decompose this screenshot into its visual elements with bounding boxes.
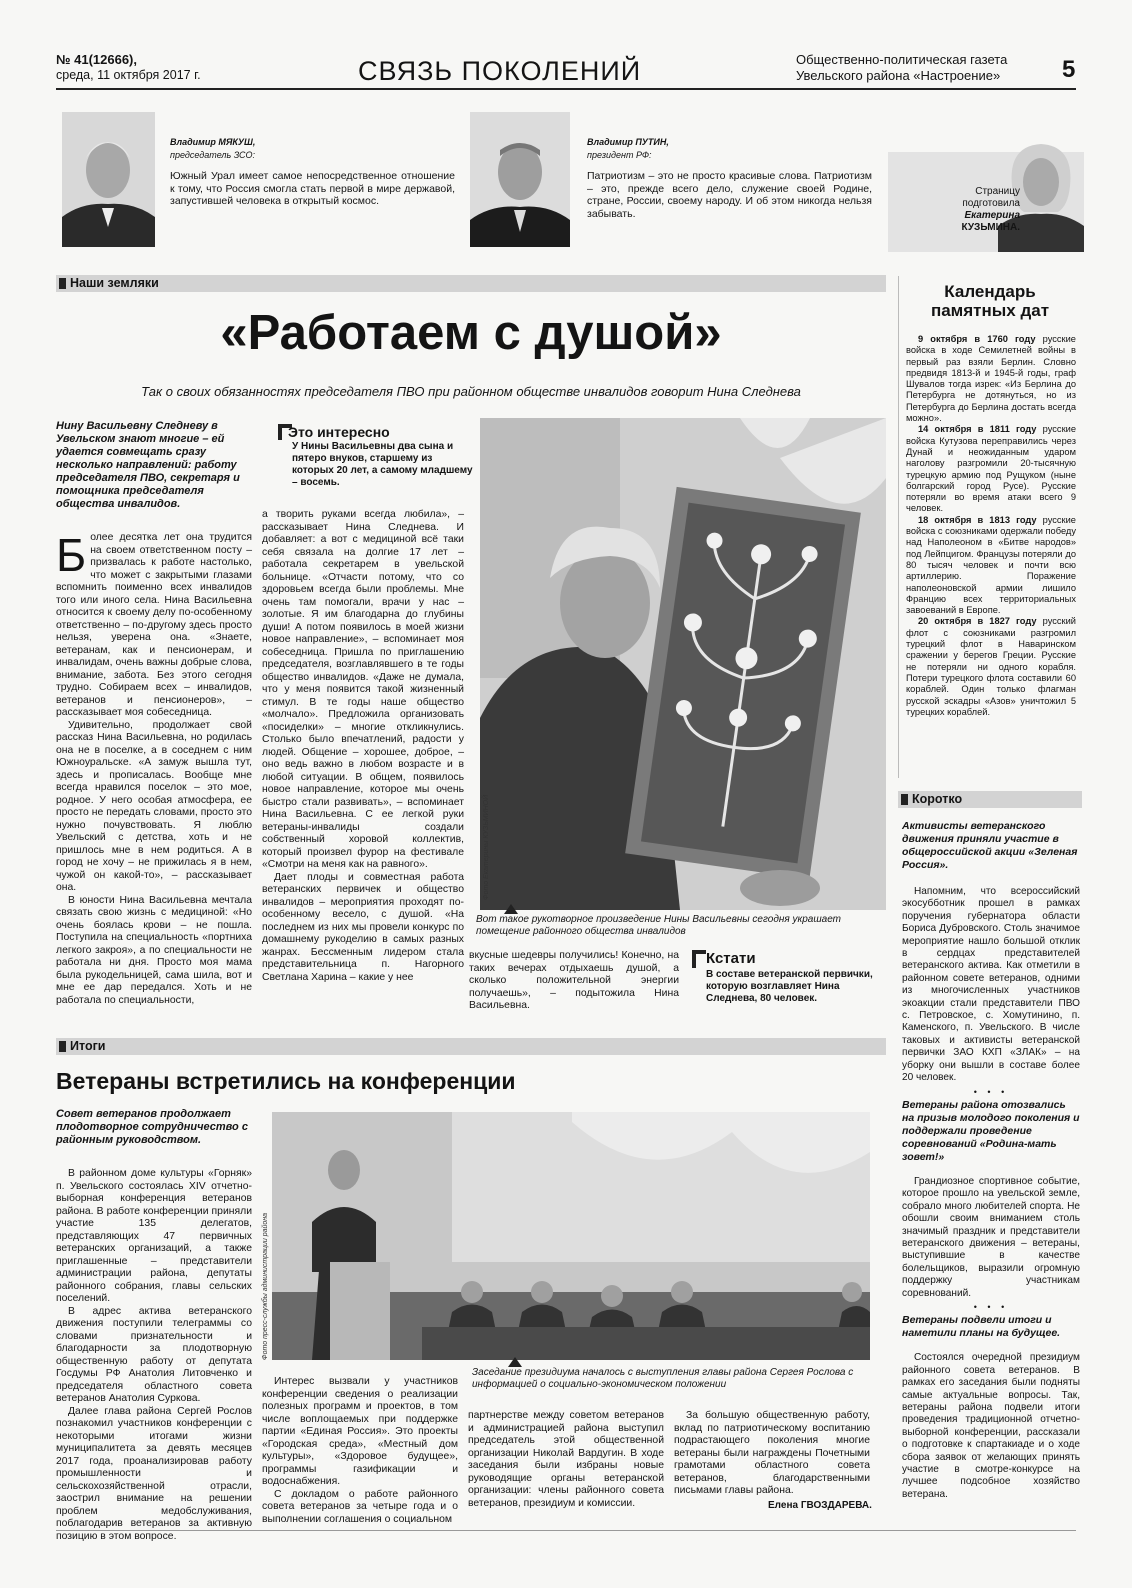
box-kstati-title: Кстати — [706, 950, 756, 967]
box-interesting — [266, 424, 476, 494]
article2-caption: Заседание президиума началось с выступления главы района Сергея Рослова с информацией о социально-экономическом положении — [472, 1367, 854, 1390]
article2-col2 — [262, 1376, 458, 1525]
issue-date: среда, 11 октября 2017 г. — [56, 68, 201, 82]
editor-line3: Екатерина — [964, 210, 1020, 221]
article1-col3-p1: вкусные шедевры получились! Конечно, на таких вечерах отдыхаешь душой, а сколько положительной энергии получаешь», – подытожила Нина Васильевна. — [469, 950, 679, 1011]
separator-dots: • • • — [973, 1301, 1009, 1312]
article1-col1-p1: олее десятка лет она трудится на своем ответственном посту – призвалась к работе настолько, что может с закрытыми глазами вспомнить поименно всех инвалидов того или иного села. Нина Васильевна относится к своему делу по-особенному ответственно – по-другому здесь просто нельзя, уверена она. «Знаете, ветеранам, как и пенсионерам, и инвалидам, очень важны добрые слова, внимание, забота. Без этого сегодня трудно. Собираем всех – инвалидов, ветеранов и пенсионеров», – рассказывает моя собеседница. — [56, 532, 252, 718]
separator-dots: • • • — [973, 1086, 1009, 1097]
article1-col2-p1: а творить руками всегда любила», – рассказывает Нина Следнева. И добавляет: а вот с медициной всё таки себя связала на долгие 17 лет – работала секретарем в увельской больнице. «Отчасти потому, что со здоровьем всегда были проблемы. Мне очень там помогали, врачи у нас – золотые. Я им благодарна до глубины души! А потом появилось в моей жизни новое направление», – вспоминает моя собеседница. Пришла по приглашению председателя, возглавлявшего в те годы общество инвалидов. «Даже не думала, что у меня появится такой жизненный стимул. В те годы наше общество «молчало». Предложила организовать «посиделки» – многие откликнулись. Столько было впечатлений, радости у людей. Общение – хорошее, доброе, – оно ведь важно в любом возрасте и в любой ситуации. В общем, появилось новое направление, которое мы очень быстро стали развивать», – вспоминает Нина Васильевна. С ее легкой руки ветераны-инвалиды создали собственный хоровой коллектив, который произвел фурор на фестивале «Смотри на меня как на равного». — [262, 509, 464, 870]
calendar-title — [898, 282, 1082, 320]
issue-number: № 41(12666), — [56, 52, 137, 67]
korotko-headline-3: Ветераны подвели итоги и наметили планы на будущее. — [902, 1314, 1061, 1340]
quote-putin-text: Патриотизм – это не просто красивые слова. Патриотизм – это, прежде всего дело, служение своей Родине, стране, России, своему народу. И об этом никогда нельзя забывать. — [587, 170, 872, 220]
article2-col3-p1: партнерстве между советом ветеранов и администрацией района выступил председатель этой общественной организации Николай Вардугин. В ходе заседания были избраны новые руководящие органы ветеранской организации: члены районного совета ветеранов, президиум и комиссии. — [468, 1410, 664, 1509]
korotko-text-1: Напомним, что всероссийский экосубботник прошел в рамках поручения губернатора области Бориса Дубровского. Столь значимое мероприятие нашло большой отклик в сердцах представителей ветеранского актива. Как отметили в районном совете ветеранов, одними из многочисленных участников экоакции стали представители ПВО с. Петровское, с. Хомутинино, п. Каменского, п. Увельского. В числе таковых и активисты ветеранской первички ЗАО КХП «ЗЛАК» – на уборку они вышли в составе более 20 человек. — [902, 886, 1080, 1084]
article2-signature: Елена ГВОЗДАРЕВА. — [768, 1500, 872, 1511]
korotko-headline-1: Активисты ветеранского движения приняли участие в общероссийской акции «Зеленая Россия». — [902, 820, 1078, 871]
caption-marker-1 — [504, 904, 518, 914]
box-kstati — [692, 950, 886, 1010]
article1-col2 — [262, 509, 464, 1014]
article1-subtitle: Так о своих обязанностях председателя ПВО при районном обществе инвалидов говорит Нина Следнева — [141, 384, 801, 399]
header — [56, 46, 1076, 86]
article1-caption: Вот такое рукотворное произведение Нины Васильевны сегодня украшает помещение районного общества инвалидов — [476, 914, 842, 937]
dropcap: Б — [56, 529, 87, 581]
caption-marker-2 — [508, 1357, 522, 1367]
article1-col2-p2: Дает плоды и совместная работа ветеранских первичек и общество инвалидов – мероприятия проходят по-особенному весело, с душой. «На последнем из них мы провели конкурс по домашнему рукоделию в самых разных жанрах. Бессменным лидером стала представительница п. Нагорного Светлана Харина – какие у нее — [262, 871, 464, 983]
portrait-myakush — [62, 112, 155, 247]
paper-name-line1: Общественно-политическая газета — [796, 52, 1008, 67]
calendar-title-line1: Календарь — [944, 282, 1036, 301]
article2-col1-p2: В адрес актива ветеранского движения поступили телеграммы со словами признательности и благодарности за плодотворную общественную работу от депутата Госдумы РФ Анатолия Литовченко и председателя областного совета ветеранов Анатолия Суркова. — [56, 1305, 252, 1404]
article1-photo — [480, 418, 886, 910]
korotko-headline-2: Ветераны района отозвались на призыв молодого поколения и поддержали проведение соревнований «Родина-мать зовет!» — [902, 1098, 1080, 1163]
korotko-column — [902, 820, 1080, 1550]
paper-name-line2: Увельского района «Настроение» — [796, 68, 1001, 83]
article1-col1-p2: Удивительно, продолжает свой рассказ Нина Васильевна, но родилась она не в поселке, а в соседнем с ним Южноуральске. «А замуж вышла тут, здесь и прописалась. Вообще мне всегда нравился поселок – это мое, родное. У него особая атмосфера, ее просто не передать словами, просто это нужно почувствовать. Я люблю Увельский с детства, хоть и не пришлось мне в нем родиться. А в город не хочу – не прижилась я в нем, чужой он какой-то», – рассказывает она. — [56, 719, 252, 893]
article2-col1 — [56, 1168, 252, 1542]
article2-photo — [272, 1112, 870, 1360]
article2-lead: Совет ветеранов продолжает плодотворное сотрудничество с районным руководством. — [56, 1108, 248, 1146]
article2-col3 — [468, 1410, 664, 1518]
article2-col4 — [674, 1410, 870, 1496]
article1-lead: Нину Васильевну Следневу в Увельском знают многие – ей удается совмещать сразу несколько направлений: работу председателя ПВО, секретаря и помощника председателя общества инвалидов. — [56, 420, 240, 510]
quote-myakush-name: Владимир МЯКУШ, — [170, 137, 256, 147]
calendar-entry: 9 октября в 1760 году русские войска в ходе Семилетней войны в первый раз взяли Берлин. Словно предвидя 1813-й и 1945-й годы, граф Шувалов тогда изрек: «Из Берлина до Петербурга не дотянуться, но из Петербурга до Берлина достать всегда можно». — [906, 334, 1076, 424]
calendar-entry: 18 октября в 1813 году русские войска с союзниками одержали победу над Наполеоном в «Битве народов» под Лейпцигом. Французы потеряли до 80 тысяч человек и почти всю артиллерию. Поражение наполеоновской армии лишило Францию всех территориальных завоеваний в Европе. — [906, 514, 1076, 616]
rubric-korotko: Коротко — [898, 791, 1082, 808]
box-kstati-text: В составе ветеранской первички, которую возглавляет Нина Следнева, 80 человек. — [706, 969, 873, 1004]
quote-putin-role: президент РФ: — [587, 150, 652, 160]
article2-title: Ветераны встретились на конференции — [56, 1068, 516, 1094]
bottom-rule — [56, 1530, 1076, 1531]
header-rule — [56, 88, 1076, 90]
calendar-entry: 14 октября в 1811 году русские войска Кутузова переправились через Дунай и неожиданным ударом наголову разгромили 20-тысячную турецкую армию под Рущуком (ныне болгарский город Русе). Русские потеряли во время атаки всего 9 человек. — [906, 424, 1076, 514]
article2-col1-p1: В районном доме культуры «Горняк» п. Увельского состоялась XIV отчетно-выборная конференция ветеранов района. В работе конференции приняли участие 135 делегатов, представляющих 47 первичных ветеранских организаций, а также приглашенные – представители администрации района, депутаты районного собрания, главы сельских поселений. — [56, 1168, 252, 1304]
editor-line4: КУЗЬМИНА. — [961, 222, 1020, 233]
article1-col3 — [469, 950, 679, 1020]
article1-col1-p3: В юности Нина Васильевна мечтала связать свою жизнь с медициной: «Но очень боялась крови – не пошла. Поступила на специальность «портниха легкого закроя», а по специальности не работала ни дня. Просто моя мама была рукодельницей, сама шила, вот и мне ее дар передался. Хоть и не работала по специальности, — [56, 894, 252, 1006]
quote-myakush-text: Южный Урал имеет самое непосредственное отношение к тому, что Россия смогла стать первой в мире державой, запустившей человека в открытый космос. — [170, 170, 455, 207]
korotko-text-2: Грандиозное спортивное событие, которое прошло на увельской земле, собрало много любителей спорта. Не обошли своим вниманием столь значимый праздник и представители ветеранского движения – ветераны, выступившие в качестве болельщиков, выразили огромную поддержку участникам соревнований. — [902, 1175, 1080, 1299]
article2-col2-p1: Интерес вызвали у участников конференции сведения о реализации полезных программ и проектов, в том числе воплощаемых при поддержке партии «Единая Россия». Это проекты «Городская среда», «Местный дом культуры», «Здоровое будущее», программы газификации и водоснабжения. — [262, 1376, 458, 1487]
article2-col4-p1: За большую общественную работу, вклад по патриотическому воспитанию подрастающего поколения многие ветераны были награждены Почетными грамотами областного совета ветеранов, благодарственными письмами главы района. — [674, 1410, 870, 1496]
quote-putin-name: Владимир ПУТИН, — [587, 137, 669, 147]
box-interesting-text: У Нины Васильевны два сына и пятеро внуков, старшему из которых 20 лет, а самому младшему – восемь. — [292, 441, 473, 488]
quote-myakush-role: председатель ЗСО: — [170, 150, 255, 160]
rubric-nashi-zemlyaki: Наши земляки — [56, 275, 886, 292]
rubric-itogi: Итоги — [56, 1038, 886, 1055]
korotko-text-3: Состоялся очередной президиум районного совета ветеранов. В рамках его заседания были подняты самые актуальные вопросы. Так, ветераны района подвели итоги проведения традиционной отчетно-выборной конференции, рассказали о подготовке к спартакиаде и о ходе сбора заявок от желающих принять участие в смотре-конкурсе на лучшее подсобное хозяйство ветерана. — [902, 1352, 1080, 1500]
article1-title: «Работаем с душой» — [220, 306, 722, 360]
article2-col1-p3: Далее глава района Сергей Рослов познакомил участников конференции с некоторыми итогами жизни муниципалитета за девять месяцев 2017 года, проанализировав работу промышленности и сельскохозяйственной отрасли, заострил внимание на решении проблем медобслуживания, поблагодарив ветеранов за активную позицию в этом вопросе. — [56, 1405, 252, 1542]
article2-photo-credit: Фото пресс-службы администрации района — [262, 1212, 269, 1360]
editor-line2: подготовила — [962, 198, 1020, 209]
article1-col1 — [56, 529, 252, 1012]
section-title: СВЯЗЬ ПОКОЛЕНИЙ — [358, 56, 642, 86]
box-interesting-title: Это интересно — [288, 424, 390, 440]
calendar-title-line2: памятных дат — [930, 301, 1050, 320]
page-number: 5 — [1062, 56, 1076, 83]
calendar-entry: 20 октября в 1827 году русский флот с союзниками разгромил турецкий флот в Наваринском сражении у берегов Греции. Русские не потеряли ни одного корабля. Потери турецкого флота составили 60 кораблей. Один только флагман русской эскадры «Азов» уничтожил 5 турецких кораблей. — [906, 616, 1076, 717]
article2-col2-p2: С докладом о работе районного совета ветеранов за четыре года и о выполнении соглашения о социальном — [262, 1488, 458, 1525]
editor-line1: Страницу — [975, 186, 1020, 197]
portrait-putin — [470, 112, 570, 247]
calendar-entries — [906, 334, 1076, 774]
editor-credit — [920, 186, 1020, 234]
article1-photo-credit: Фото Екатерины КУЗЬМИНОЙ — [483, 794, 490, 900]
